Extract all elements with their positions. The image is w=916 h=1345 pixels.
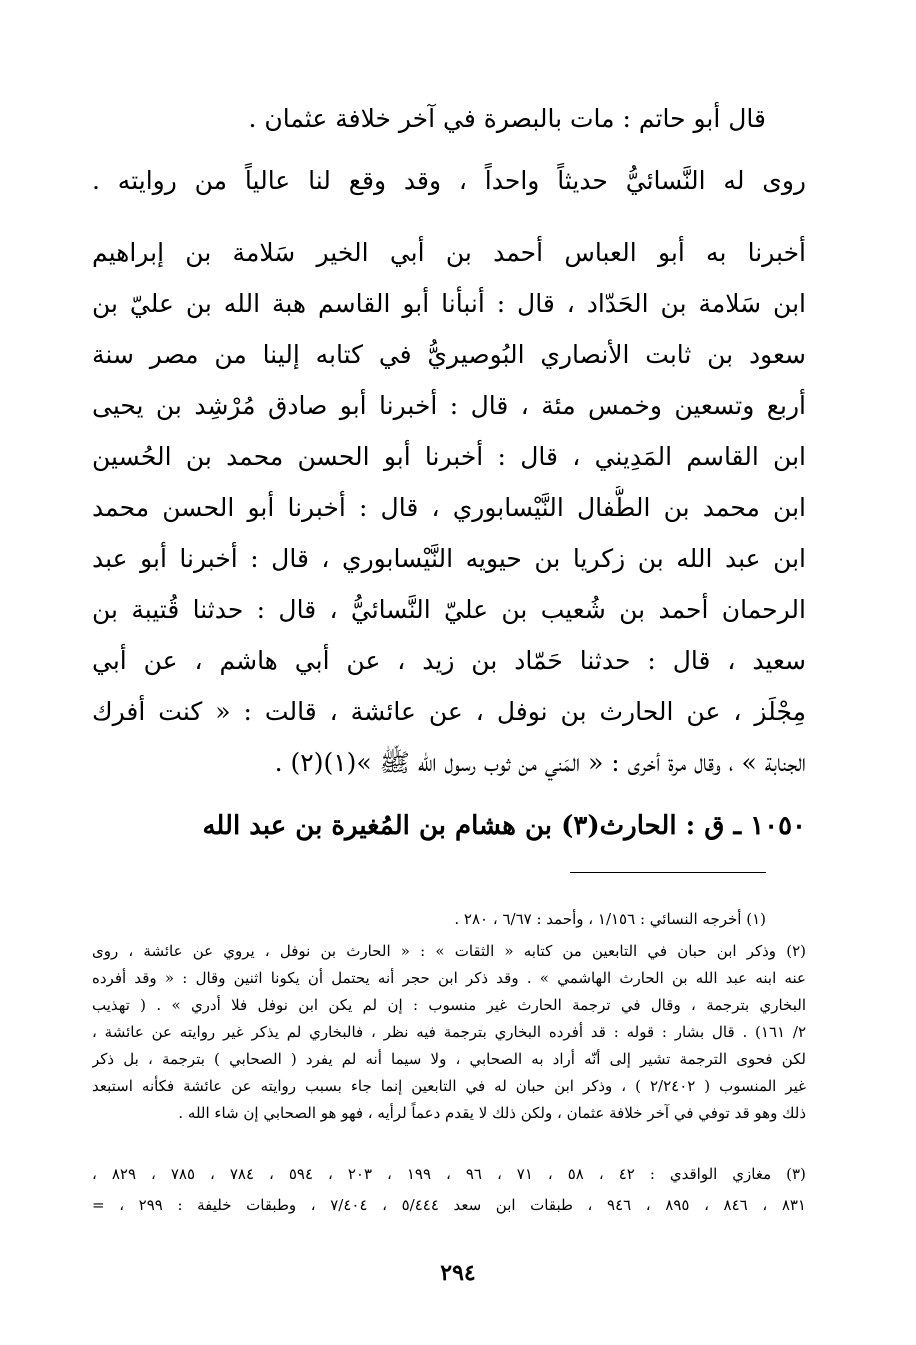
footnote-3-line-2: ٨٣١ ، ٨٤٦ ، ٨٩٥ ، ٩٤٦ ، طبقات ابن سعد ٥/٤٤٤ ، ٧/٤٠٤ ، وطبقات خليفة : ٢٩٩ ، = [92, 1196, 806, 1214]
body-line-1: قال أبو حاتم : مات بالبصرة في آخر خلافة عثمان . [248, 104, 766, 133]
footnote-2-line-6: غير المنسوب ( ٢/٢٤٠٢ ) ، وذكر ابن حبان له في التابعين إنما جاء بسبب روايته عن عائشة فكأنه استبعد [92, 1077, 806, 1095]
entry-heading: ١٠٥٠ ـ ق : الحارث(٣) بن هشام بن المُغيرة بن عبد الله [202, 811, 806, 841]
footnote-separator [570, 872, 766, 873]
body-line-5: سعود بن ثابت الأنصاري البُوصيريُّ في كتابه إلينا من مصر سنة [92, 340, 806, 369]
body-line-6: أربع وتسعين وخمس مئة ، قال : أخبرنا أبو صادق مُرْشِد بن يحيى [92, 391, 806, 420]
body-line-8: ابن محمد بن الطُّفال النَّيْسابوري ، قال : أخبرنا أبو الحسن محمد [92, 493, 806, 522]
body-line-3: أخبرنا به أبو العباس أحمد بن أبي الخير سَلامة بن إبراهيم [92, 238, 806, 267]
body-line-2: روى له النَّسائيُّ حديثاً واحداً ، وقد وقع لنا عالياً من روايته . [92, 166, 806, 195]
body-line-12: مِجْلَز ، عن الحارث بن نوفل ، عن عائشة ، قالت : « كنت أفرك [92, 697, 806, 726]
footnote-1: (١) أخرجه النسائي : ١/١٥٦ ، وأحمد : ٦/٦٧ ، ٢٨٠ . [454, 910, 766, 928]
footnote-2-line-1: (٢) وذكر ابن حبان في التابعين من كتابه « الثقات » : « الحارث بن نوفل ، يروي عن عائشة ، روى [92, 942, 806, 960]
body-line-13: الجنابة » ، وقال مرة أخرى : « المَني من ثوب رسول الله ﷺ »(١)(٢) . [274, 748, 806, 777]
body-line-9: ابن عبد الله بن زكريا بن حيويه النَّيْسابوري ، قال : أخبرنا أبو عبد [92, 544, 806, 573]
footnote-2-line-4: ٢/ ١٦١) . قال بشار : قوله : قد أفرده البخاري بترجمة فيه نظر ، فالبخاري لم يذكر غير روايته عن عائشة ، [92, 1023, 806, 1041]
footnote-3-line-1: (٣) مغازي الواقدي : ٤٢ ، ٥٨ ، ٧١ ، ٩٦ ، ١٩٩ ، ٢٠٣ ، ٥٩٤ ، ٧٨٤ ، ٧٨٥ ، ٨٢٩ ، [92, 1165, 806, 1183]
footnote-2-line-3: البخاري بترجمة ، وقال في ترجمة الحارث غير منسوب : إن لم يكن ابن نوفل فلا أدري » . ( تهذيب [92, 996, 806, 1014]
footnote-2-line-5: لكن فحوى الترجمة تشير إلى أنّه أراد به الصحابي ، ولا سيما أنه لم يفرد ( الصحابي ) بترجمة ، بل ذكر [92, 1050, 806, 1068]
body-line-4: ابن سَلامة بن الحَدّاد ، قال : أنبأنا أبو القاسم هبة الله بن عليّ بن [92, 289, 806, 318]
footnote-2-line-2: عنه ابنه عبد الله بن الحارث الهاشمي » . وقد ذكر ابن حجر أنه يحتمل أن يكونا اثنين وقال : « وقد أفرده [92, 969, 806, 987]
body-line-11: سعيد ، قال : حدثنا حَمّاد بن زيد ، عن أبي هاشم ، عن أبي [92, 646, 806, 675]
body-line-10: الرحمان أحمد بن شُعيب بن عليّ النَّسائيُّ ، قال : حدثنا قُتيبة بن [92, 595, 806, 624]
footnote-2-line-7: ذلك وهو قد توفي في آخر خلافة عثمان ، ولكن ذلك لا يقدم دعماً لرأيه ، فهو هو الصحابي إن شاء الله . [178, 1104, 806, 1122]
body-line-7: ابن القاسم المَدِيني ، قال : أخبرنا أبو الحسن محمد بن الحُسين [92, 442, 806, 471]
page-number: ٢٩٤ [440, 1260, 476, 1286]
